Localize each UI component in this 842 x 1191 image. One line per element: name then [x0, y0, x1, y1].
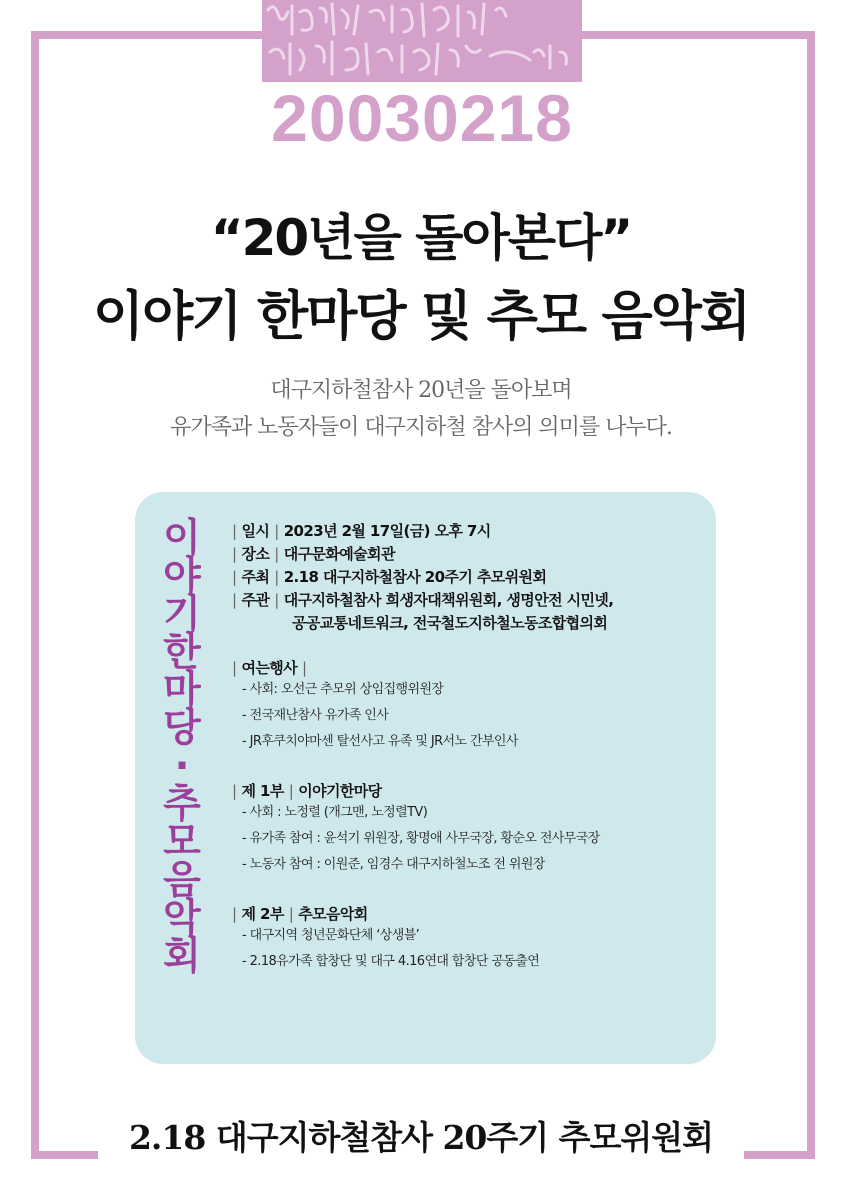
info-row-venue: | 장소 | 대구문화예술회관: [232, 543, 702, 566]
vertical-char: 한: [163, 630, 201, 675]
section-part2-title: | 제 2부 | 추모음악회: [232, 905, 368, 923]
vertical-char: 모: [163, 820, 201, 865]
date-code-heading: 20030218: [271, 81, 573, 155]
vertical-char: 기: [163, 592, 201, 637]
info-label: 일시: [241, 522, 270, 540]
info-value: 대구지하철참사 희생자대책위원회, 생명안전 시민넷,: [283, 591, 614, 609]
info-organizer-continued: 공공교통네트워크, 전국철도지하철노동조합협의회: [292, 614, 608, 632]
vertical-char: ·: [174, 744, 190, 789]
list-item: - 사회: 오선근 추모위 상임집행위원장: [242, 682, 444, 697]
list-item: - 사회 : 노정렬 (개그맨, 노정렬TV): [242, 805, 428, 820]
section-part1-title: | 제 1부 | 이야기한마당: [232, 782, 382, 800]
info-row-organizer: | 주관 | 대구지하철참사 희생자대책위원회, 생명안전 시민넷,: [232, 589, 702, 612]
vertical-char: 악: [163, 896, 201, 941]
info-value: 대구문화예술회관: [283, 545, 395, 563]
section-opening-title: | 여는행사 |: [232, 659, 307, 677]
list-item: - JR후쿠치야마센 탈선사고 유족 및 JR서노 간부인사: [242, 734, 518, 749]
main-title-line2: 이야기 한마당 및 추모 음악회: [92, 286, 750, 347]
list-item: - 노동자 참여 : 이원준, 임경수 대구지하철노조 전 위원장: [242, 857, 545, 872]
list-item: - 유가족 참여 : 윤석기 위원장, 황명애 사무국장, 황순오 전사무국장: [242, 831, 600, 846]
info-row-date: | 일시 | 2023년 2월 17일(금) 오후 7시: [232, 520, 702, 543]
info-label: 장소: [241, 545, 270, 563]
info-row-host: | 주최 | 2.18 대구지하철참사 20주기 추모위원회: [232, 566, 702, 589]
list-item: - 대구지역 청년문화단체 ‘상생블’: [242, 928, 420, 943]
vertical-char: 음: [163, 858, 201, 903]
list-item: - 전국재난참사 유가족 인사: [242, 708, 389, 723]
vertical-char: 당: [163, 706, 201, 751]
subtitle-line2: 유가족과 노동자들이 대구지하철 참사의 의미를 나누다.: [170, 415, 672, 440]
vertical-event-title: [160, 516, 204, 979]
vertical-char: 야: [163, 554, 201, 599]
vertical-char: 마: [163, 668, 201, 713]
handwriting-banner: [262, 0, 582, 82]
vertical-char: 회: [163, 934, 201, 979]
info-label: 주최: [241, 568, 270, 586]
main-title-line1: “20년을 돌아본다”: [210, 209, 632, 267]
subtitle-line1: 대구지하철참사 20년을 돌아보며: [270, 378, 572, 403]
info-value: 2.18 대구지하철참사 20주기 추모위원회: [283, 568, 547, 586]
list-item: - 2.18유가족 합창단 및 대구 4.16연대 합창단 공동출연: [242, 954, 540, 969]
vertical-char: 추: [163, 782, 201, 827]
info-label: 주관: [241, 591, 270, 609]
info-value: 2023년 2월 17일(금) 오후 7시: [283, 522, 491, 540]
footer-organization: 2.18 대구지하철참사 20주기 추모위원회: [98, 1116, 744, 1160]
handwriting-scribble-icon: [262, 0, 582, 82]
vertical-char: 이: [163, 516, 201, 561]
event-info: [232, 520, 702, 978]
